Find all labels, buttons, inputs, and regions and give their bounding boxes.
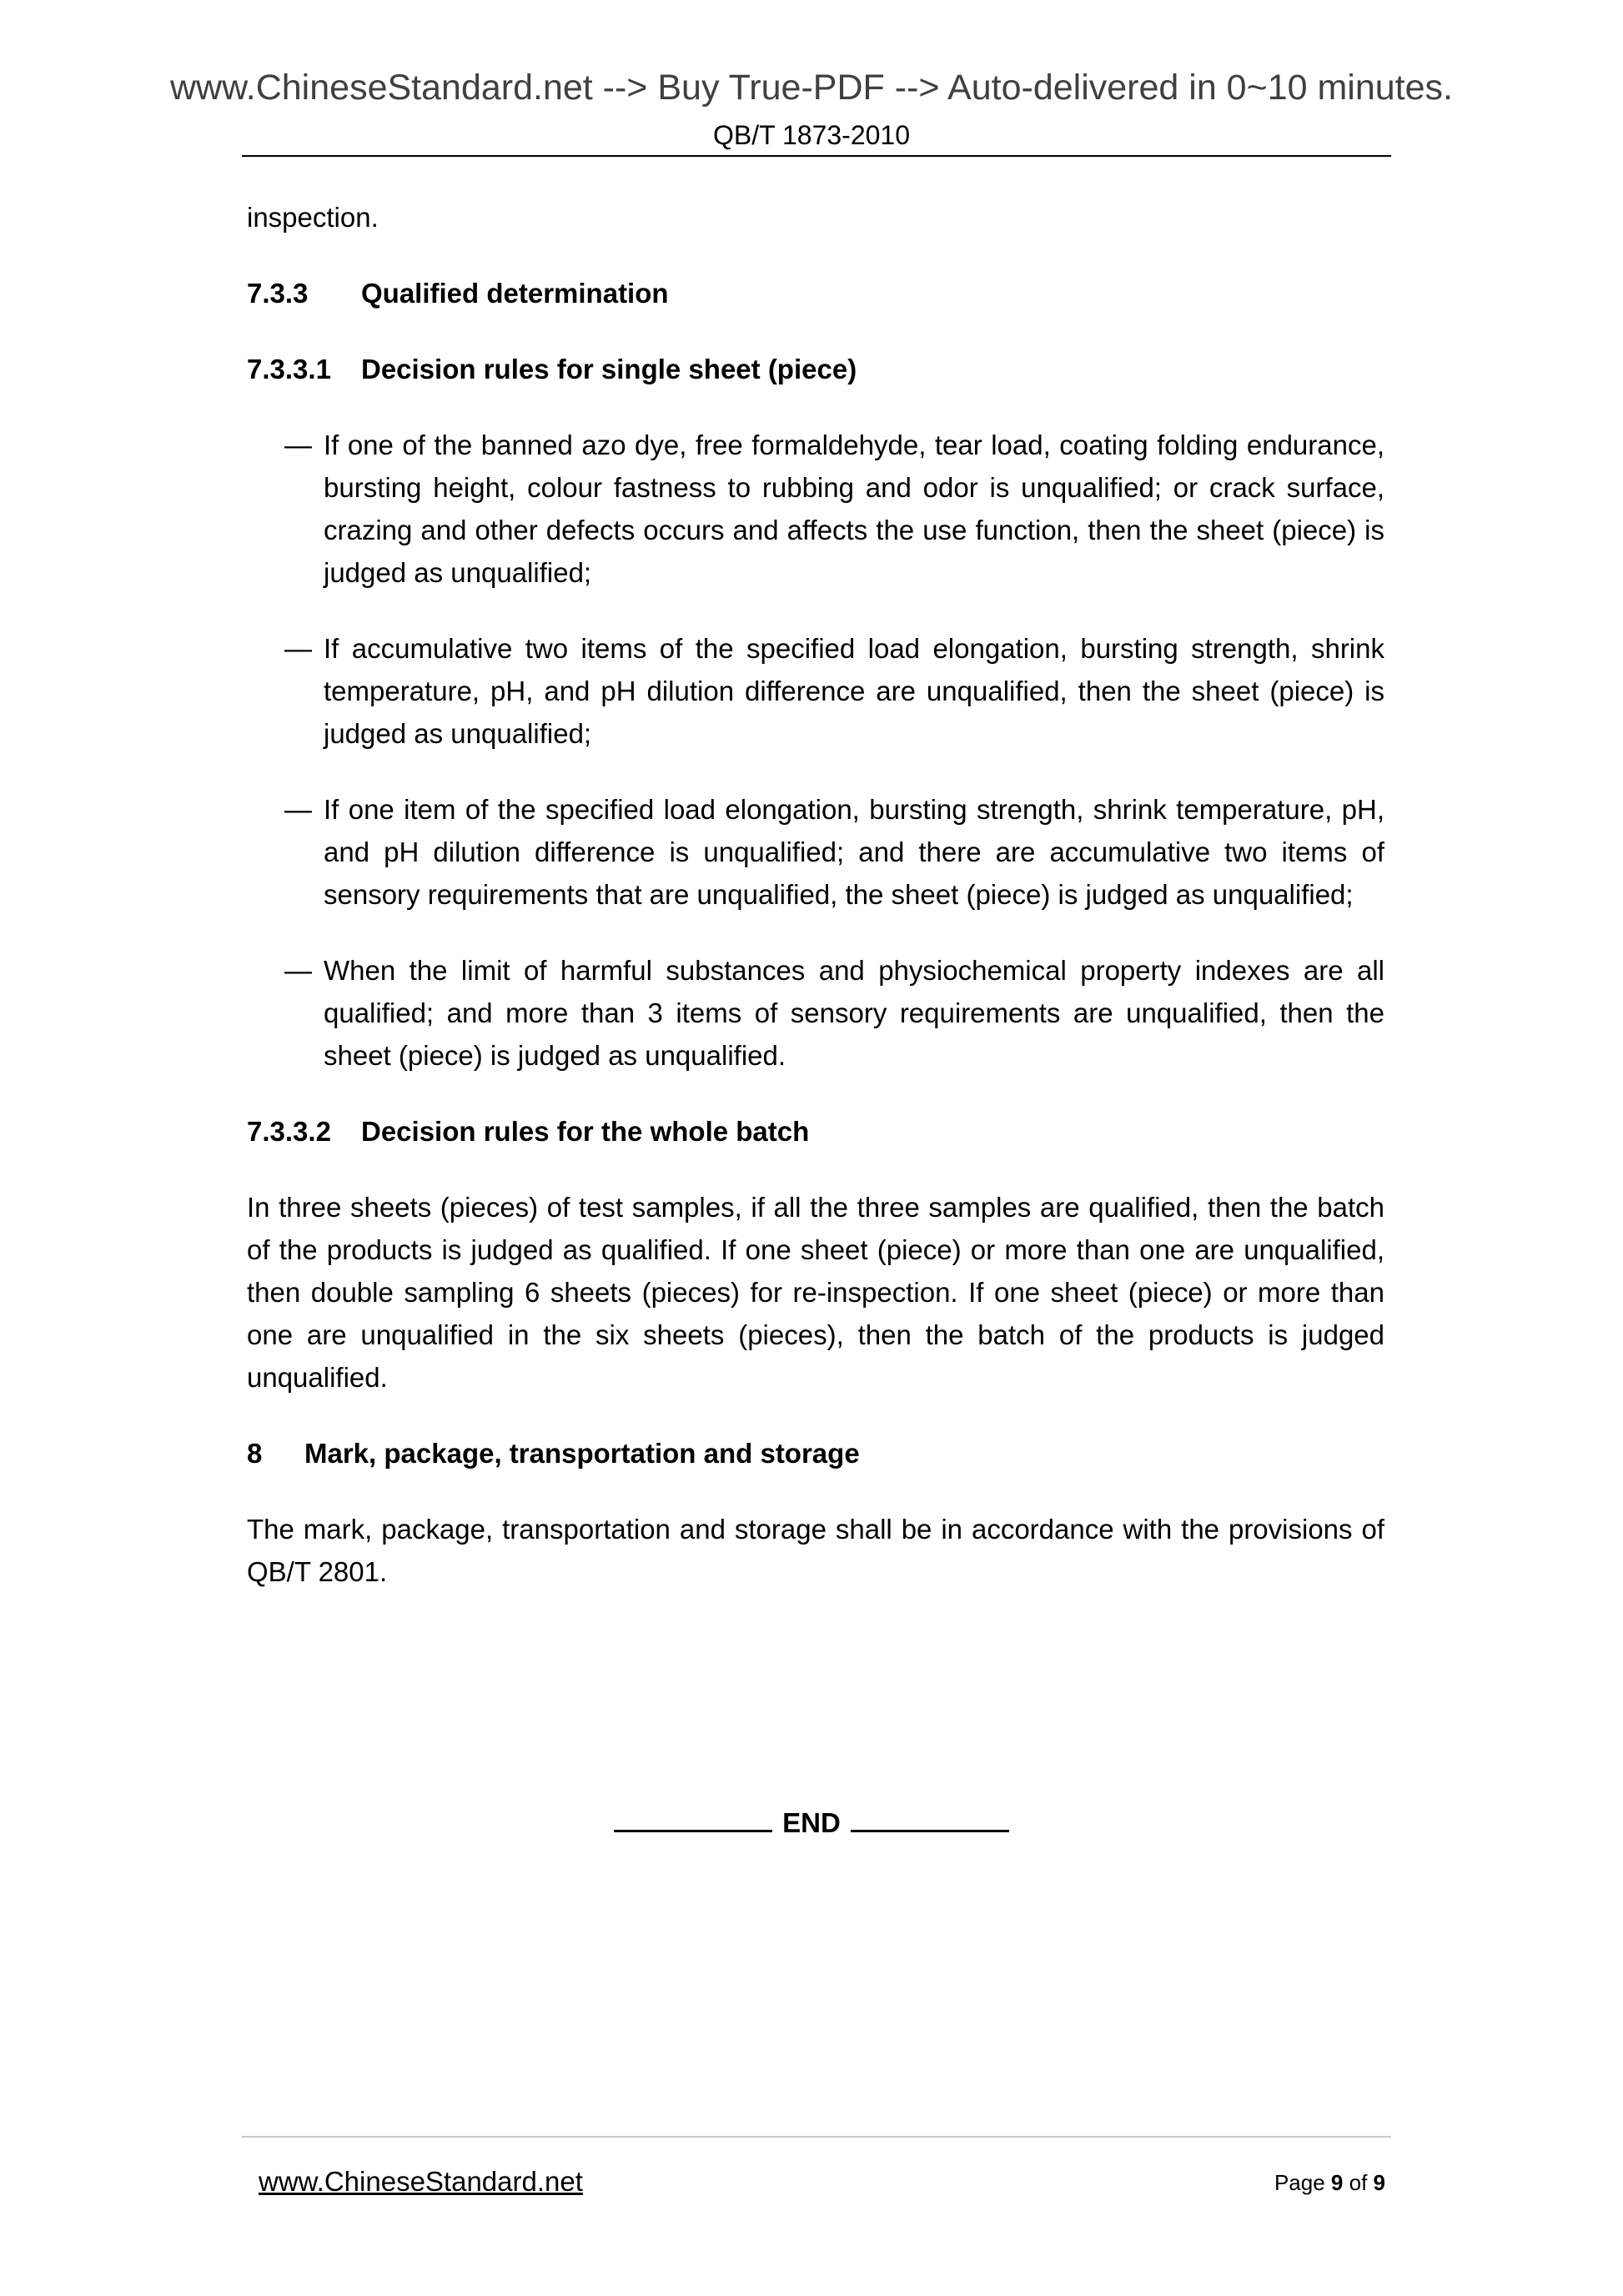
document-body (247, 196, 1384, 1626)
end-marker (0, 1805, 1623, 1841)
page-of: of (1349, 2170, 1368, 2195)
section-number: 7.3.3.1 (247, 354, 331, 384)
rule-item (247, 627, 1384, 755)
rule-item (247, 424, 1384, 594)
section-7-3-3-heading (247, 272, 1384, 314)
header-divider (242, 155, 1391, 157)
dash-marker: — (284, 430, 312, 460)
mark-package-text: The mark, package, transportation and storage shall be in accordance with the provisions of QB/T 2801. (247, 1514, 1384, 1587)
dash-marker: — (284, 955, 312, 986)
dash-marker: — (284, 794, 312, 825)
section-title: Mark, package, transportation and storage (304, 1438, 860, 1469)
rule-text: If accumulative two items of the specified load elongation, bursting strength, shrink temperature, pH, and pH dilution difference are unqualified, then the sheet (piece) is judged as unqualified; (324, 633, 1384, 749)
page-prefix: Page (1274, 2170, 1325, 2195)
document-number: QB/T 1873-2010 (712, 120, 910, 150)
rule-item (247, 949, 1384, 1077)
section-7-3-3-1-heading (247, 348, 1384, 390)
end-rule-left (614, 1805, 772, 1832)
section-8-heading (247, 1432, 1384, 1475)
rule-item (247, 788, 1384, 916)
section-number: 7.3.3 (247, 278, 309, 309)
page-total: 9 (1373, 2170, 1385, 2195)
top-banner: www.ChineseStandard.net --> Buy True-PDF --> Auto-delivered in 0~10 minutes. (169, 68, 1453, 108)
rule-text: If one item of the specified load elongation, bursting strength, shrink temperature, pH, and pH dilution difference is unqualified; and there are accumulative two items of sensory requirements that are unqualified, the sheet (piece) is judged as unqualified; (324, 794, 1384, 910)
page-current: 9 (1330, 2170, 1344, 2195)
rule-text: When the limit of harmful substances and physiochemical property indexes are all qualified; and more than 3 items of sensory requirements are unqualified, then the sheet (piece) is judged as unqualified. (324, 955, 1384, 1071)
end-rule-right (851, 1805, 1009, 1832)
section-number: 8 (247, 1438, 263, 1469)
end-word: END (782, 1807, 841, 1838)
footer-divider (242, 2136, 1391, 2138)
section-7-3-3-2-heading (247, 1110, 1384, 1153)
section-title: Decision rules for single sheet (piece) (361, 354, 857, 384)
section-title: Qualified determination (361, 278, 669, 309)
section-title: Decision rules for the whole batch (361, 1116, 810, 1147)
page-indicator (1274, 2168, 1385, 2198)
dash-marker: — (284, 633, 312, 664)
footer-website-link[interactable]: www.ChineseStandard.net (259, 2166, 583, 2197)
section-number: 7.3.3.2 (247, 1116, 331, 1147)
batch-rule-text: In three sheets (pieces) of test samples, if all the three samples are qualified, then the batch of the products is judged as qualified. If one sheet (piece) or more than one are unqualified, then double sampling 6 sheets (pieces) for re-inspection. If one sheet (piece) or more than one are unqualified in the six sheets (pieces), then the batch of the products is judged unqualified. (247, 1192, 1384, 1393)
rule-text: If one of the banned azo dye, free formaldehyde, tear load, coating folding endurance, bursting height, colour fastness to rubbing and odor is unqualified; or crack surface, crazing and other defects occurs and affects the use function, then the sheet (piece) is judged as unqualified; (324, 430, 1384, 588)
intro-text: inspection. (247, 202, 379, 233)
